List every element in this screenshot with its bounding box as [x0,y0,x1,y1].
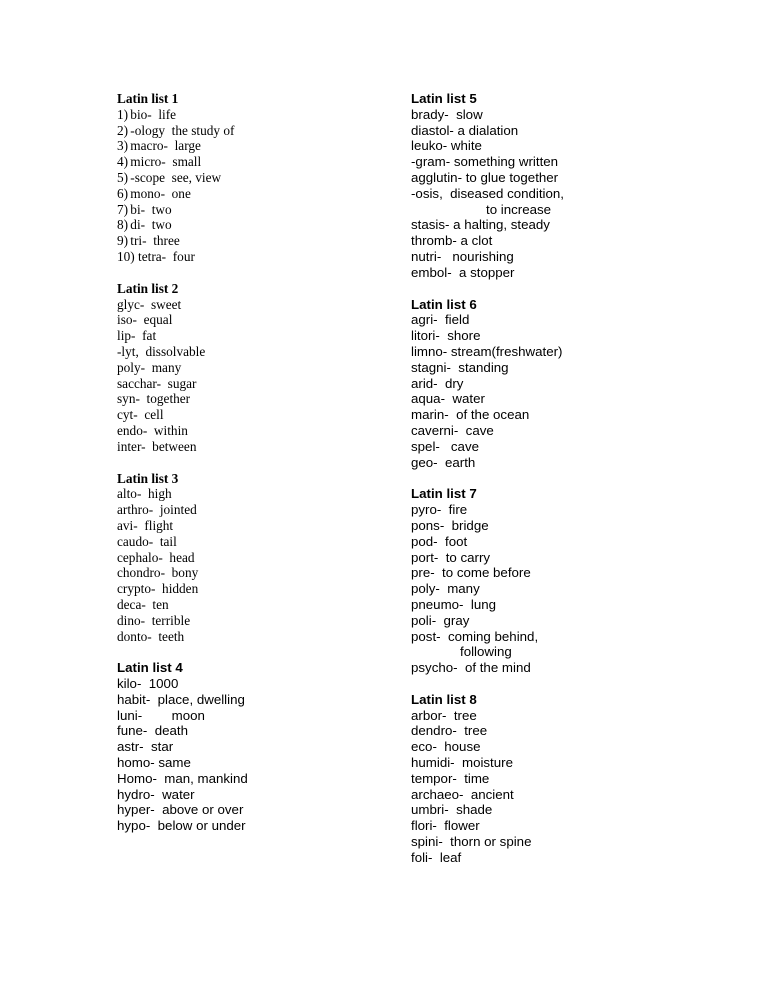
list-item: alto- high [117,486,172,502]
list-item: archaeo- ancient [411,786,514,802]
list-item: chondro- bony [117,565,199,581]
latin-list-6 [411,297,731,471]
list-title: Latin list 6 [411,296,477,312]
list-item: tempor- time [411,770,490,786]
list-item: luni- moon [117,707,205,723]
list-item: flori- flower [411,818,480,834]
list-item: deca- ten [117,596,169,612]
list-item: aqua- water [411,391,485,407]
list-title: Latin list 2 [117,280,179,296]
latin-list-1 [117,91,387,265]
list-item: eco- house [411,739,481,755]
list-item: 5) -scope see, view [117,169,222,185]
list-item: brady- slow [411,106,483,122]
latin-list-8 [411,692,731,866]
list-item: -gram- something written [411,154,559,170]
list-item: nutri- nourishing [411,248,514,264]
list-item: kilo- 1000 [117,676,179,692]
list-item: caverni- cave [411,422,494,438]
list-item: arthro- jointed [117,502,197,518]
list-item: agri- field [411,312,470,328]
list-item: 2) -ology the study of [117,122,235,138]
list-item: poly- many [117,359,182,375]
list-item: pod- foot [411,533,468,549]
list-item: astr- star [117,739,174,755]
list-item: arbor- tree [411,707,477,723]
list-item: pons- bridge [411,517,489,533]
list-item: spel- cave [411,438,479,454]
list-item: foli- leaf [411,849,462,865]
list-item: stagni- standing [411,359,509,375]
list-item: cephalo- head [117,549,195,565]
right-column [411,91,731,866]
list-title: Latin list 1 [117,91,179,106]
latin-list-4 [117,660,387,834]
list-item: spini- thorn or spine [411,834,532,850]
list-item: geo- earth [411,454,476,470]
list-item: inter- between [117,438,197,454]
list-item: Homo- man, mankind [117,770,248,786]
list-title: Latin list 5 [411,91,477,106]
list-item: sacchar- sugar [117,375,197,391]
list-item: stasis- a halting, steady [411,217,550,233]
list-item: arid- dry [411,375,464,391]
list-item: post- coming behind, [411,628,539,644]
list-item-continuation: to increase [486,201,552,217]
list-item: 9) tri- three [117,233,180,249]
latin-list-3 [117,471,387,645]
list-item: litori- shore [411,328,481,344]
list-item: -osis, diseased condition, [411,185,564,201]
list-item: marin- of the ocean [411,407,530,423]
list-item: 7) bi- two [117,201,172,217]
list-item: port- to carry [411,549,491,565]
list-item: iso- equal [117,312,173,328]
list-item: pneumo- lung [411,596,497,612]
list-item: hydro- water [117,786,195,802]
list-item: psycho- of the mind [411,660,531,676]
list-item: poly- many [411,581,480,597]
list-title: Latin list 7 [411,486,477,502]
list-title: Latin list 4 [117,660,183,676]
list-title: Latin list 8 [411,691,477,707]
latin-list-5 [411,91,731,281]
list-item: humidi- moisture [411,755,513,771]
left-column [117,91,387,834]
list-item: endo- within [117,422,188,438]
list-item: 3) macro- large [117,138,201,154]
list-item: habit- place, dwelling [117,691,245,707]
list-item: pre- to come before [411,565,531,581]
list-item: fune- death [117,723,188,739]
latin-list-7 [411,486,731,676]
list-item: syn- together [117,391,191,407]
latin-list-2 [117,281,387,455]
list-item: hyper- above or over [117,802,244,818]
list-item: crypto- hidden [117,581,199,597]
list-item: donto- teeth [117,628,185,644]
list-item: 4) micro- small [117,154,202,170]
list-item: umbri- shade [411,802,493,818]
list-item: hypo- below or under [117,818,246,834]
list-item: 10) tetra- four [117,248,195,264]
list-item: diastol- a dialation [411,122,519,138]
list-item-continuation: following [460,644,512,660]
list-item: 6) mono- one [117,185,191,201]
list-item: pyro- fire [411,502,468,518]
list-item: avi- flight [117,517,174,533]
list-item: embol- a stopper [411,264,515,280]
list-item: limno- stream(freshwater) [411,343,563,359]
list-item: agglutin- to glue together [411,169,559,185]
list-item: leuko- white [411,138,482,154]
list-title: Latin list 3 [117,470,179,486]
list-item: -lyt, dissolvable [117,343,206,359]
list-item: 8) di- two [117,217,172,233]
list-item: poli- gray [411,612,470,628]
list-item: glyc- sweet [117,296,182,312]
list-item: cyt- cell [117,407,164,423]
list-item: caudo- tail [117,533,177,549]
list-item: dendro- tree [411,723,488,739]
list-item: thromb- a clot [411,233,493,249]
list-item: homo- same [117,755,191,771]
list-item: 1) bio- life [117,106,177,122]
list-item: dino- terrible [117,612,191,628]
list-item: lip- fat [117,328,157,344]
